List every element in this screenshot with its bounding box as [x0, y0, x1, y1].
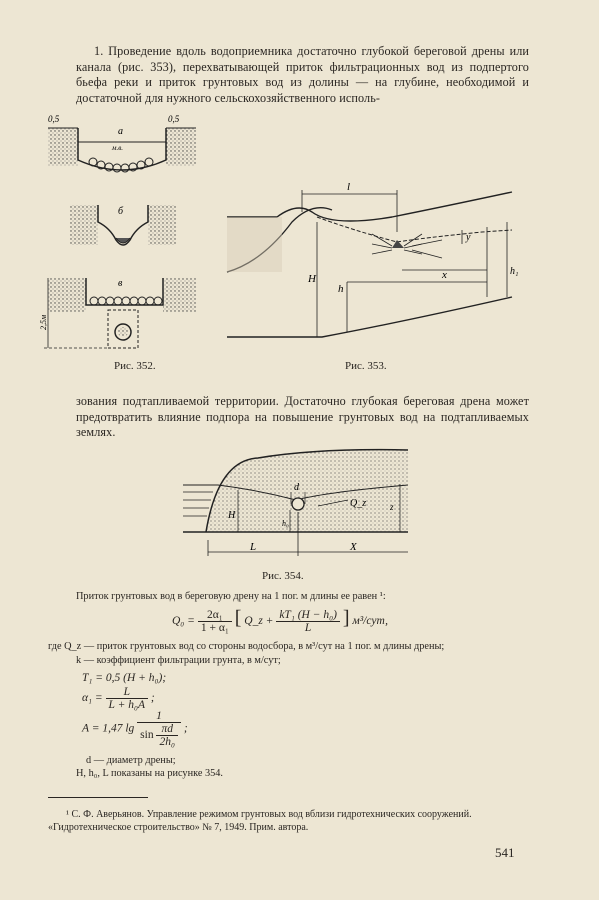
fig352-label-top-right: 0,5	[168, 114, 180, 124]
fig354-label-X: X	[350, 541, 357, 553]
fig353-label-h1: h₁	[510, 266, 519, 277]
formula-alpha-tail: ;	[150, 692, 155, 705]
paragraph-1: 1. Проведение вдоль водоприемника достаточно глубокой береговой дрены или канала (рис. 353), перехватывающей приток фильтрационных вод из подпертого бьефа реки и приток грунтовых вод из долины — на глубине, необходимой и достаточной для нужного сельскохозяйственного исполь-	[76, 44, 529, 105]
definition-qz: где Q_z — приток грунтовых вод со стороны водосбора, в м³/сут на 1 пог. м длины дрены;	[48, 641, 445, 652]
figure-354	[178, 440, 418, 565]
fig354-label-qz: Q_z	[350, 498, 367, 509]
fig353-label-H: H	[308, 273, 316, 285]
formula-main-bracket-a: Q_z +	[244, 615, 274, 627]
definition-d: d — диаметр дрены;	[86, 755, 176, 766]
fig354-caption: Рис. 354.	[262, 570, 304, 582]
formula-a-frac	[137, 710, 181, 748]
figure-353	[222, 172, 522, 347]
fig353-caption: Рис. 353.	[345, 360, 387, 372]
formula-a-den-num: πd	[156, 723, 178, 736]
fig352-label-a: а	[118, 126, 123, 137]
formula-main-frac2-den: L	[304, 621, 312, 634]
formula-alpha-frac	[106, 686, 148, 711]
definition-k: k — коэффициент фильтрации грунта, в м/сут;	[76, 655, 281, 666]
formula-main-frac2-num: kT₁ (H − h₀)	[276, 609, 340, 622]
page-number: 541	[495, 845, 515, 860]
fig352-label-v: в	[118, 278, 123, 289]
formula-alpha-den: L + h₀A	[108, 699, 146, 711]
fig352-label-mv: м.в.	[112, 144, 124, 152]
fig354-label-h0: h₀	[282, 519, 289, 528]
formula-main-frac1-num: 2α₁	[198, 609, 232, 622]
fig352-label-b: б	[118, 206, 124, 217]
formula-main-lhs: Q₀ =	[172, 615, 195, 627]
fig354-label-d: d	[294, 482, 299, 493]
fig353-label-h: h	[338, 283, 344, 295]
paragraph-2: зования подтапливаемой территории. Достаточно глубокая береговая дрена может предотвратить влияние подпора на повышение грунтовых вод на подтапливаемых землях.	[76, 394, 529, 440]
flow-intro: Приток грунтовых вод в береговую дрену на 1 пог. м длины ее равен ¹:	[76, 591, 386, 602]
formula-a-den-den: 2h₀	[159, 736, 175, 748]
formula-a-tail: ;	[183, 722, 188, 735]
formula-a-den-frac	[156, 723, 178, 748]
fig353-label-y: y	[466, 232, 471, 243]
fig352-label-top-left: 0,5	[48, 114, 60, 124]
footnote-rule	[48, 797, 148, 798]
formula-main: Q₀ = $\frac{\text{2α₁}}{\text{1 + α₁}}$ [ Q_z + $\frac{\text{kT₁ (H − h₀)}}{L}$ ] м³/сут,	[172, 607, 388, 634]
fig352-label-depth: 2,5м	[39, 314, 48, 330]
fig354-label-z: z	[390, 502, 394, 512]
formula-main-frac1	[198, 609, 232, 634]
formula-main-frac1-den: 1 + α₁	[200, 621, 229, 634]
formula-main-units: м³/сут,	[352, 615, 388, 627]
footnote: ¹ С. Ф. Аверьянов. Управление режимом грунтовых вод вблизи гидротехнических сооружений. «Гидротехническое строительство» № 7, 1949. Прим. автора.	[48, 809, 472, 833]
fig353-label-x: x	[442, 269, 447, 281]
formula-t1: T₁ = 0,5 (H + h₀);	[82, 672, 167, 684]
figure-352	[38, 110, 198, 355]
fig352-caption: Рис. 352.	[114, 360, 156, 372]
formula-a-den-sin: sin	[140, 729, 154, 742]
fig353-label-l: l	[347, 181, 351, 193]
formula-a-num: 1	[137, 710, 181, 723]
formula-main-frac2	[276, 609, 340, 634]
formula-alpha-lhs: α₁ =	[82, 692, 103, 705]
fig354-label-L: L	[250, 541, 257, 553]
formula-a	[82, 710, 188, 748]
fig354-label-H: H	[228, 510, 236, 521]
formula-alpha-num: L	[106, 686, 148, 699]
formula-alpha	[82, 686, 155, 711]
definition-h: H, h₀, L показаны на рисунке 354.	[76, 768, 223, 779]
formula-a-lhs: A = 1,47 lg	[82, 722, 135, 735]
